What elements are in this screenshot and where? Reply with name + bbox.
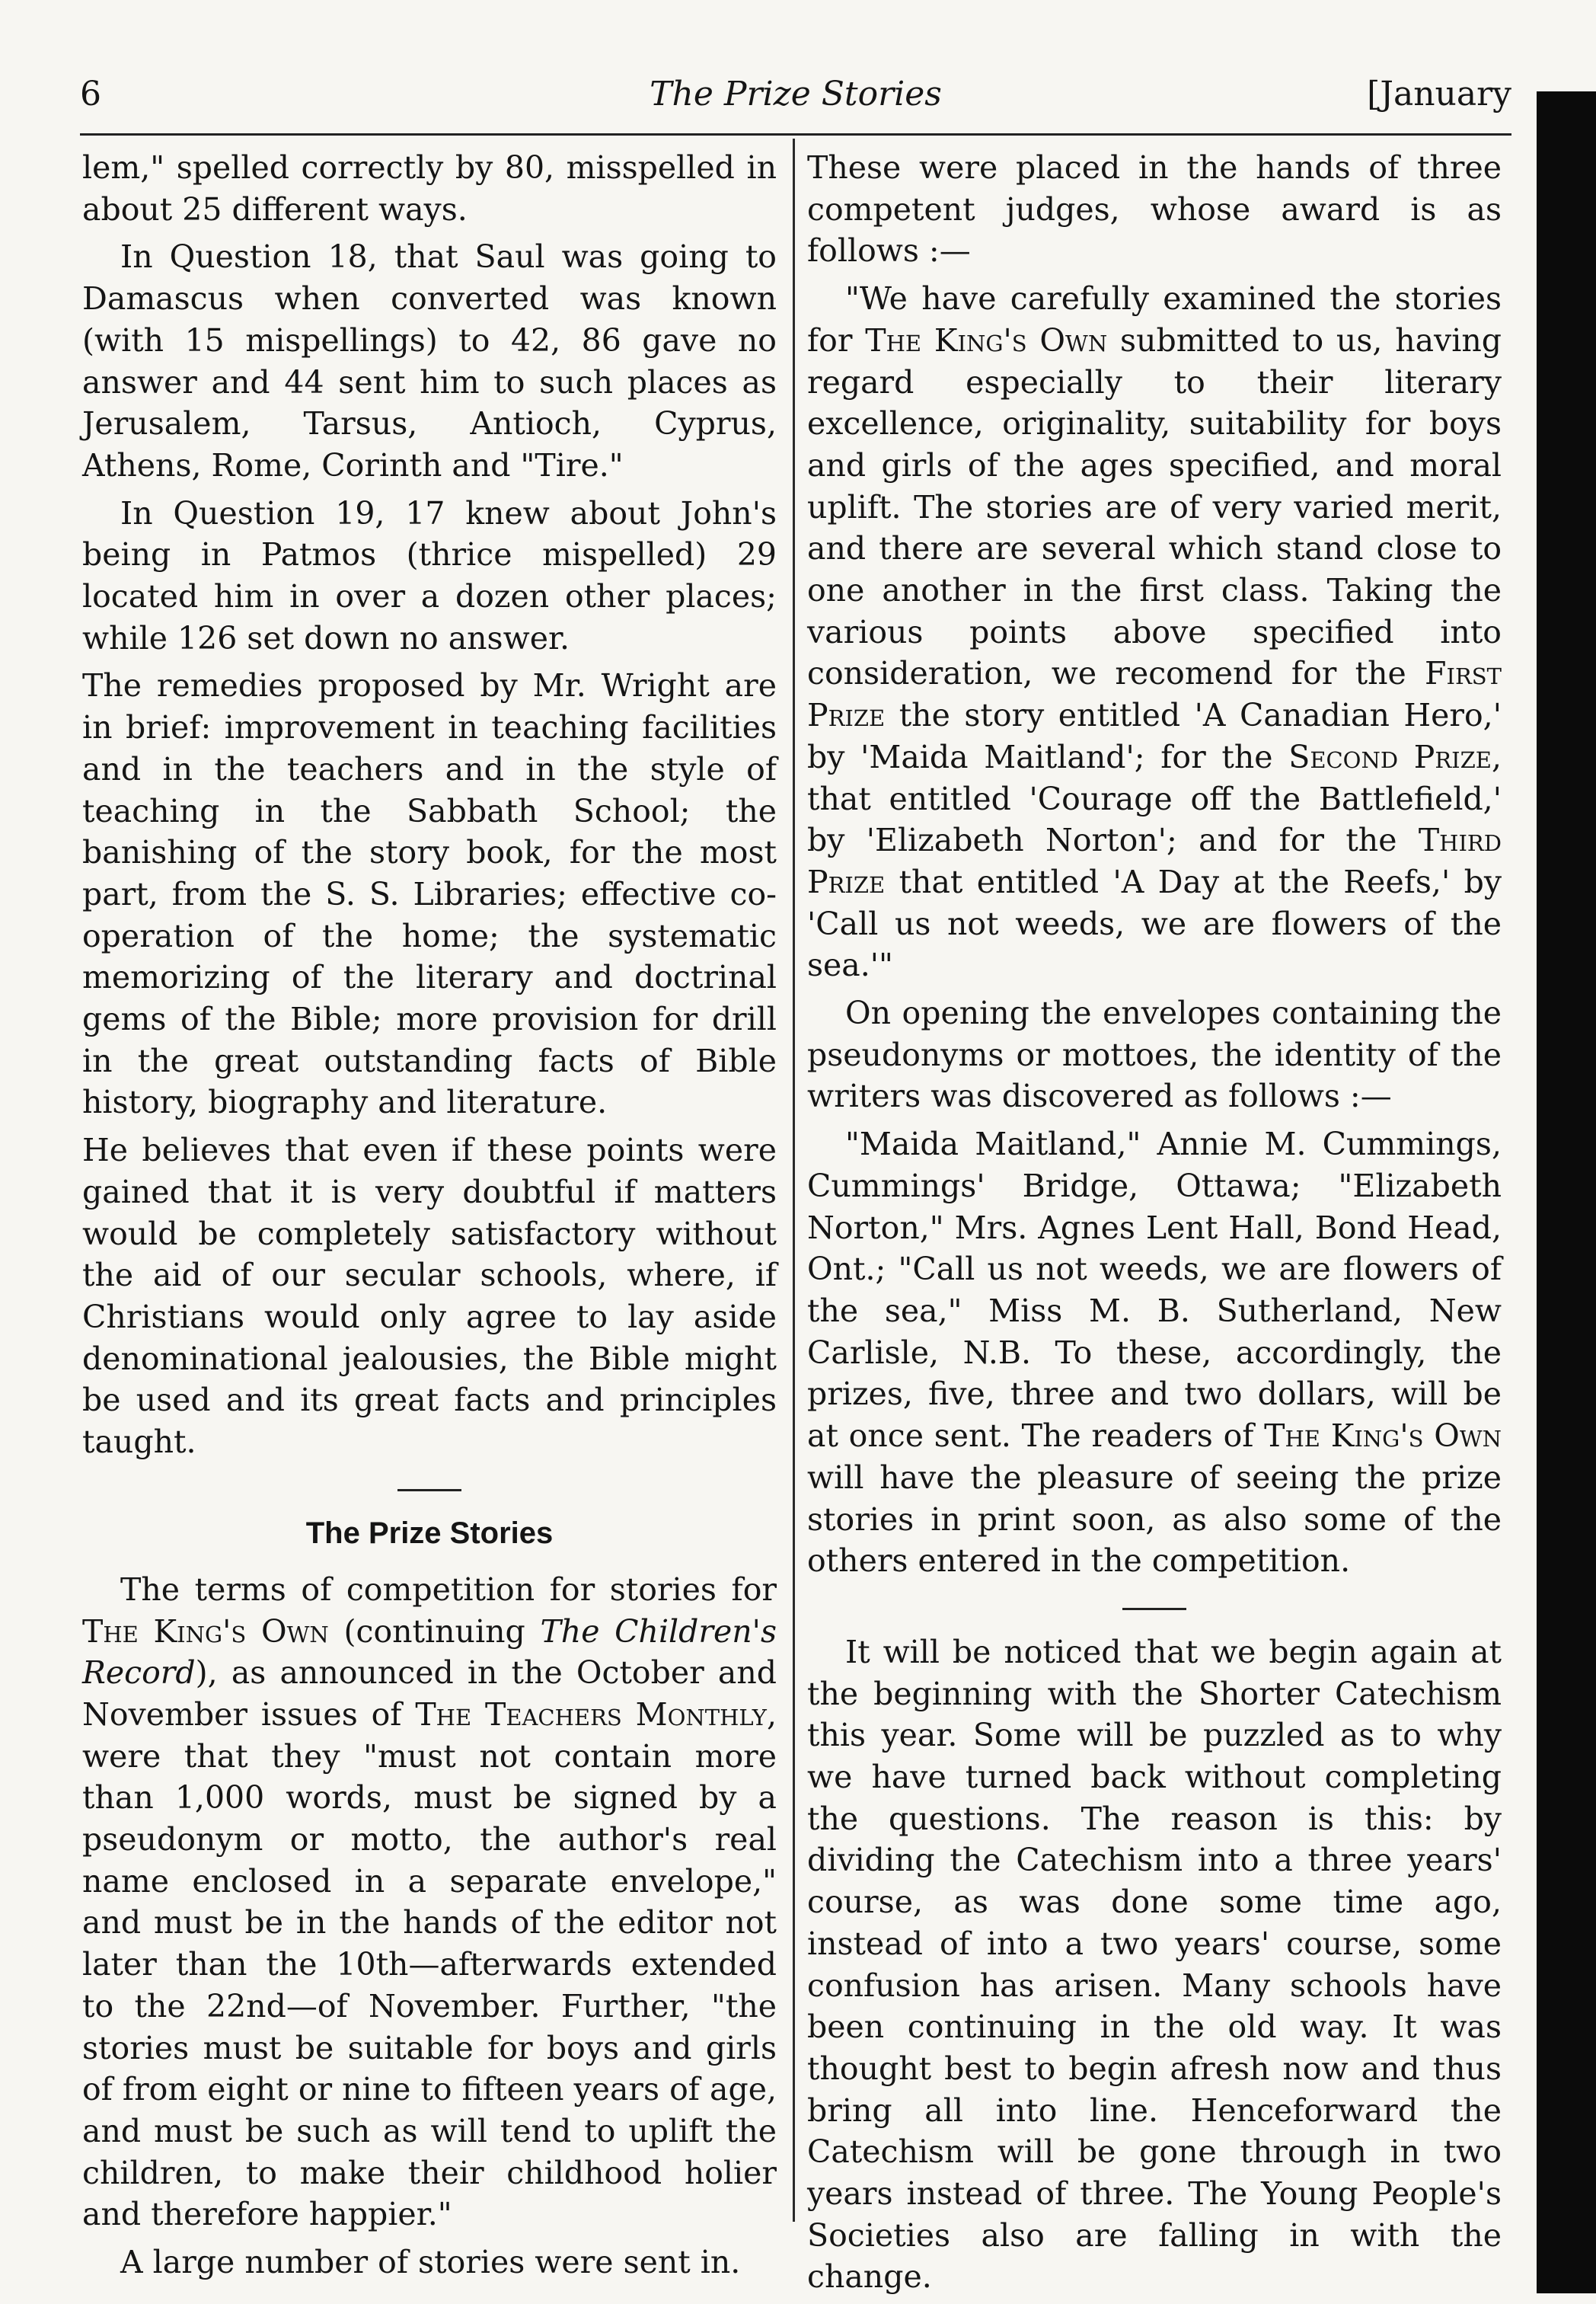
prize-label: Second Prize [1288,738,1492,775]
issue-month: [January [1367,75,1511,113]
text-run: "Maida Maitland," Annie M. Cummings, Cummings' Bridge, Ottawa; "Elizabeth Norton," Mrs. Agnes Lent Hall, Bond Head, Ont.; "Call us not weeds, we are flowers of the sea," Miss M. B. Sutherland, New Carlisle, N.B. To these, accordingly, the prizes, five, three and two dollars, will be at once sent. The readers of [807,1126,1502,1455]
magazine-title: The King's Own [865,321,1108,359]
judges-quote [807,278,1502,986]
right-column [807,147,1502,2304]
page-number: 6 [80,75,101,113]
paragraph [807,1123,1502,1582]
text-run: that entitled 'A Day at the Reefs,' by 'Call us not weeds, we are flowers of the sea.'" [807,863,1502,984]
prize-label: First Prize [807,655,1502,734]
text-run: The terms of competition for stories for [120,1571,777,1608]
text-run: ), as announced in the October and November issues of [82,1654,777,1733]
magazine-title: The Children's Record [82,1612,777,1692]
section-rule [1122,1608,1186,1610]
header-rule [80,133,1511,136]
column-divider [793,139,795,2222]
paragraph: A large number of stories were sent in. [120,2244,741,2281]
paragraph: On opening the envelopes containing the pseudonyms or mottoes, the identity of the writers was discovered as follows :— [807,995,1502,1115]
paragraph: lem," spelled correctly by 80, misspelled in about 25 different ways. [82,149,777,228]
paragraph: In Question 18, that Saul was going to Damascus when converted was known (with 15 mispellings) to 42, 86 gave no answer and 44 sent him to such places as Jerusalem, Tarsus, Antioch, Cyprus, Athens, Rome, Corinth and "Tire." [82,238,777,484]
text-run: , were that they "must not contain more than 1,000 words, must be signed by a pseudonym or motto, the author's real name enclosed in a separate envelope," and must be in the hands of the editor not later than the 10th—afterwards extended to the 22nd—of November. Further, "the stories must be suitable for boys and girls of from eight or nine to fifteen years of age, and must be such as will tend to uplift the children, to make their childhood holier and therefore happier." [82,1695,777,2233]
paragraph [82,1569,777,2235]
text-run: "We have carefully examined the stories for [807,280,1502,359]
magazine-title: The King's Own [82,1612,329,1650]
magazine-title: The King's Own [1264,1417,1502,1455]
paragraph: It will be noticed that we begin again at the beginning with the Shorter Catechism this year. Some will be puzzled as to why we have turned back without completing the questions. The reason is this: by dividing the Catechism into a three years' course, as was done some time ago, instead of into a two years' course, some confusion has arisen. Many schools have been continuing in the old way. It was thought best to begin afresh now and thus bring all into line. Henceforward the Catechism will be gone through in two years instead of three. The Young People's Societies also are falling in with the change. [807,1633,1502,2296]
paragraph: He believes that even if these points were gained that it is very doubtful if matters would be completely satisfactory without the aid of our secular schools, where, if Christians would only agree to lay aside denominational jealousies, the Bible might be used and its great facts and principles taught. [82,1132,777,1461]
paragraph: These were placed in the hands of three competent judges, whose award is as follows :— [807,149,1502,270]
section-heading: The Prize Stories [305,1516,554,1550]
magazine-title: The Teachers Monthly [415,1695,767,1733]
scan-edge-shadow [1537,91,1596,2293]
section-rule [397,1489,461,1491]
text-run: submitted to us, having regard especially to their literary excellence, originality, suitability for boys and girls of the ages specified, and moral uplift. The stories are of very varied merit, and there are several which stand close to one another in the first class. Taking the various points above specified into consideration, we recomend for the [807,321,1502,692]
paragraph: In Question 19, 17 knew about John's being in Patmos (thrice mispelled) 29 located him in over a dozen other places; while 126 set down no answer. [82,494,777,657]
text-run: (continuing [328,1612,541,1650]
left-column [82,147,777,2290]
running-header [80,75,1511,128]
paragraph: The remedies proposed by Mr. Wright are in brief: improvement in teaching facilities and in the teachers and in the style of teaching in the Sabbath School; the banishing of the story book, for the most part, from the S. S. Libraries; effective co-operation of the home; the systematic memorizing of the literary and doctrinal gems of the Bible; more provision for drill in the great outstanding facts of Bible history, biography and literature. [82,667,777,1121]
text-run: the story entitled 'A Canadian Hero,' by 'Maida Maitland'; for the [807,697,1502,775]
text-run: will have the pleasure of seeing the prize stories in print soon, as also some of the others entered in the competition. [807,1459,1502,1580]
running-title: The Prize Stories [650,75,942,113]
text-run: , that entitled 'Courage off the Battlefield,' by 'Elizabeth Norton'; and for the [807,738,1502,859]
prize-label: Third Prize [807,822,1502,900]
